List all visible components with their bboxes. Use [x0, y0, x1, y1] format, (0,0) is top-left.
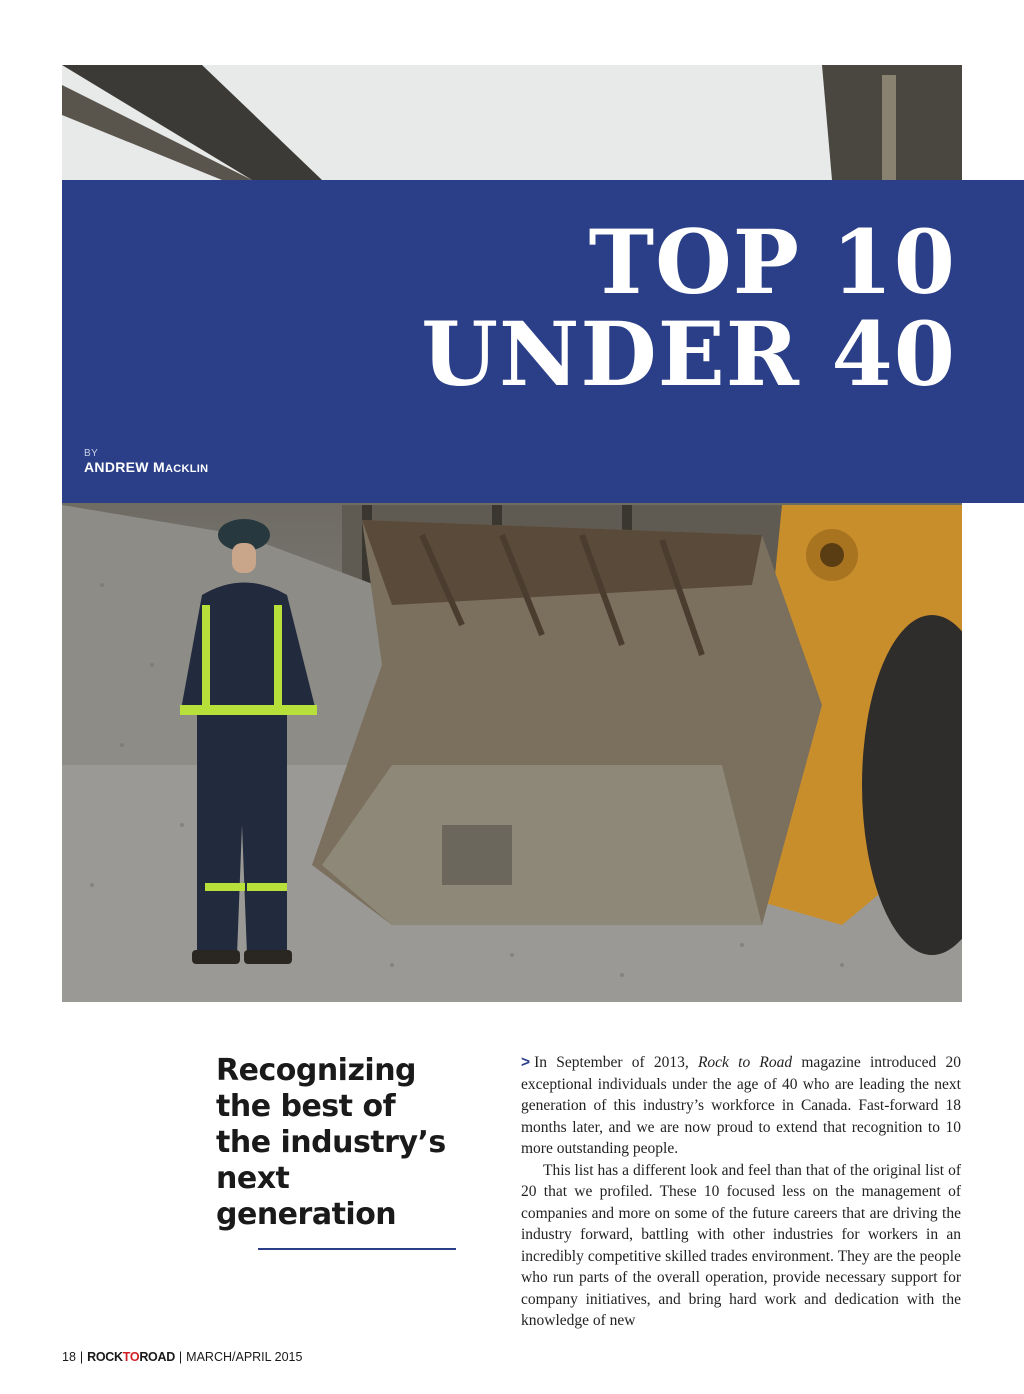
body-paragraph-2: This list has a different look and feel than that of the original list of 20 that we profiled. These 10 focused less on the management of companies and more on some of the future careers that are driving the industry forward, battling with other industries for workers in an incredibly competitive skilled trades environment. They are the people who run parts of the overall operation, provide necessary support for company initiatives, and bring hard work and dedication with the knowledge of new — [521, 1161, 961, 1329]
deck-line: next — [216, 1161, 290, 1196]
article-title-line-2: UNDER 40 — [421, 302, 956, 406]
author-last-name — [153, 459, 208, 475]
author-first-name: ANDREW — [84, 459, 149, 475]
body-paragraph-1 — [521, 1052, 961, 1160]
article-body — [521, 1052, 961, 1332]
deck-line: the best of — [216, 1089, 396, 1124]
issue-date: MARCH/APRIL 2015 — [186, 1350, 303, 1364]
article-deck — [216, 1053, 466, 1233]
byline-author — [84, 459, 208, 475]
deck-line: Recognizing — [216, 1053, 417, 1088]
title-banner — [62, 180, 1024, 503]
body-text: In September of 2013, — [534, 1054, 698, 1071]
page-number: 18 — [62, 1350, 76, 1364]
article-title-line-1: TOP 10 — [588, 210, 956, 314]
folio-separator: | — [79, 1350, 84, 1364]
deck-line: the industry’s — [216, 1125, 446, 1160]
deck-line: generation — [216, 1197, 397, 1232]
deck-divider — [258, 1248, 456, 1250]
author-last-initial: M — [153, 459, 165, 475]
magazine-name: Rock to Road — [697, 1054, 793, 1071]
page-folio — [62, 1350, 302, 1364]
body-text: magazine introduced 20 exceptional individuals under the age of 40 who are leading the next generation of this industry’s workforce in Canada. Fast-forward 18 months later, and we are now proud to extend that recognition to 10 more outstanding people. — [521, 1054, 961, 1157]
logo-part: ROAD — [139, 1350, 175, 1364]
byline-label: BY — [84, 448, 99, 459]
paragraph-marker-icon: > — [521, 1054, 531, 1071]
magazine-logo — [87, 1350, 175, 1364]
logo-part: ROCK — [87, 1350, 123, 1364]
logo-part-accent: TO — [122, 1350, 140, 1364]
author-last-rest: ACKLIN — [164, 463, 209, 475]
folio-separator: | — [178, 1350, 183, 1364]
